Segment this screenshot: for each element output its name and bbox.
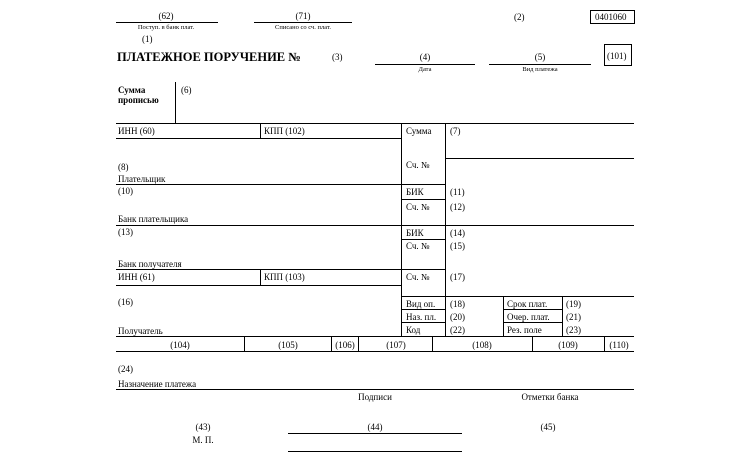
field-43: (43): [195, 422, 211, 432]
field-14[interactable]: (14): [450, 228, 465, 238]
codes-top-line: [401, 296, 634, 297]
field-101-box[interactable]: [604, 44, 632, 66]
field-17[interactable]: (17): [450, 272, 465, 282]
document-title: ПЛАТЕЖНОЕ ПОРУЧЕНИЕ №: [117, 50, 301, 64]
field-4: (4): [419, 52, 431, 62]
field-3: (3): [332, 52, 343, 62]
purpose-bottom-line: [116, 389, 634, 390]
field-7[interactable]: (7): [450, 126, 461, 136]
field-12[interactable]: (12): [450, 202, 465, 212]
date-line[interactable]: [375, 64, 475, 65]
date-caption: Дата: [418, 66, 432, 73]
bik2-bottom-line: [401, 239, 445, 240]
field-5: (5): [534, 52, 546, 62]
field-104[interactable]: (104): [170, 340, 190, 350]
field-71-line[interactable]: [254, 22, 352, 23]
field-22[interactable]: (22): [450, 325, 465, 335]
codes-row2-line-a: [401, 322, 445, 323]
tax-divider-6: [604, 337, 605, 351]
amount-words-label-2: прописью: [118, 95, 159, 105]
purpose-code-label: Наз. пл.: [406, 312, 437, 322]
amount-label: Сумма: [406, 126, 432, 136]
bik1-bottom-line: [401, 199, 445, 200]
field-2: (2): [514, 12, 525, 22]
recipient-bank-bottom-line: [116, 269, 445, 270]
form-code: 0401060: [595, 12, 627, 22]
tax-row-bottom-line: [116, 351, 634, 352]
code-label: Код: [406, 325, 421, 335]
codes-row1-line-a: [401, 309, 445, 310]
field-44: (44): [367, 422, 383, 432]
field-8: (8): [118, 162, 129, 172]
amount-bottom-line: [445, 158, 634, 159]
recipient-kpp[interactable]: КПП (103): [264, 272, 305, 282]
purpose-label: Назначение платежа: [118, 379, 197, 389]
payer-account-label: Сч. №: [406, 160, 430, 170]
field-110[interactable]: (110): [609, 340, 629, 350]
field-11[interactable]: (11): [450, 187, 465, 197]
pay-order-label: Очер. плат.: [507, 312, 550, 322]
field-109[interactable]: (109): [558, 340, 578, 350]
codes-divider-1: [503, 296, 504, 336]
field-20[interactable]: (20): [450, 312, 465, 322]
stamp-label: М. П.: [192, 435, 214, 445]
payer-bank-account-label: Сч. №: [406, 202, 430, 212]
field-21[interactable]: (21): [566, 312, 581, 322]
payer-bank-bottom-line: [116, 225, 634, 226]
field-24[interactable]: (24): [118, 364, 133, 374]
payer-kpp[interactable]: КПП (102): [264, 126, 305, 136]
signature-line-2[interactable]: [288, 451, 462, 452]
payer-bik-label: БИК: [406, 187, 424, 197]
field-10: (10): [118, 186, 133, 196]
field-16: (16): [118, 297, 133, 307]
amount-words-divider: [175, 82, 176, 123]
field-107[interactable]: (107): [386, 340, 406, 350]
recipient-label: Получатель: [118, 326, 163, 336]
payer-bank-label: Банк плательщика: [118, 214, 189, 224]
tax-divider-1: [244, 337, 245, 351]
op-type-label: Вид оп.: [406, 299, 436, 309]
field-71: (71): [295, 11, 311, 21]
field-108[interactable]: (108): [472, 340, 492, 350]
recipient-bik-label: БИК: [406, 228, 424, 238]
codes-row1-line-b: [503, 309, 562, 310]
field-1: (1): [142, 34, 153, 44]
signatures-label: Подписи: [358, 392, 392, 402]
field-19[interactable]: (19): [566, 299, 581, 309]
field-23[interactable]: (23): [566, 325, 581, 335]
reserve-label: Рез. поле: [507, 325, 542, 335]
field-45: (45): [540, 422, 556, 432]
field-106[interactable]: (106): [335, 340, 355, 350]
field-6: (6): [181, 85, 192, 95]
recipient-inn-kpp-divider: [260, 269, 261, 285]
field-18[interactable]: (18): [450, 299, 465, 309]
pay-type-caption: Вид платежа: [522, 66, 558, 73]
pay-term-label: Срок плат.: [507, 299, 548, 309]
pay-type-line[interactable]: [489, 64, 591, 65]
inn-row-bottom-line: [116, 138, 401, 139]
recipient-account-label: Сч. №: [406, 272, 430, 282]
table-top-line: [116, 123, 634, 124]
payer-label: Плательщик: [118, 174, 166, 184]
field-101: (101): [607, 51, 627, 61]
field-15[interactable]: (15): [450, 241, 465, 251]
signature-line-1[interactable]: [288, 433, 462, 434]
right-panel-divider-1: [401, 123, 402, 336]
payer-inn[interactable]: ИНН (60): [118, 126, 155, 136]
form-code-box: [590, 10, 635, 24]
field-71-caption: Списано со сч. плат.: [275, 24, 331, 31]
right-panel-divider-2: [445, 123, 446, 336]
field-62-line[interactable]: [116, 22, 218, 23]
payer-bottom-line: [116, 184, 445, 185]
recipient-bank-account-label: Сч. №: [406, 241, 430, 251]
recipient-inn-bottom-line: [116, 285, 401, 286]
field-13: (13): [118, 227, 133, 237]
codes-divider-2: [562, 296, 563, 336]
recipient-inn[interactable]: ИНН (61): [118, 272, 155, 282]
field-62-caption: Поступ. в банк плат.: [137, 24, 195, 31]
bank-marks-label: Отметки банка: [521, 392, 579, 402]
inn-kpp-divider: [260, 123, 261, 138]
field-105[interactable]: (105): [278, 340, 298, 350]
amount-words-label-1: Сумма: [118, 85, 146, 95]
tax-divider-4: [432, 337, 433, 351]
field-62: (62): [158, 11, 174, 21]
recipient-bank-label: Банк получателя: [118, 259, 182, 269]
table-bottom-line: [116, 336, 634, 337]
tax-divider-5: [532, 337, 533, 351]
tax-divider-3: [358, 337, 359, 351]
codes-row2-line-b: [503, 322, 562, 323]
tax-divider-2: [331, 337, 332, 351]
